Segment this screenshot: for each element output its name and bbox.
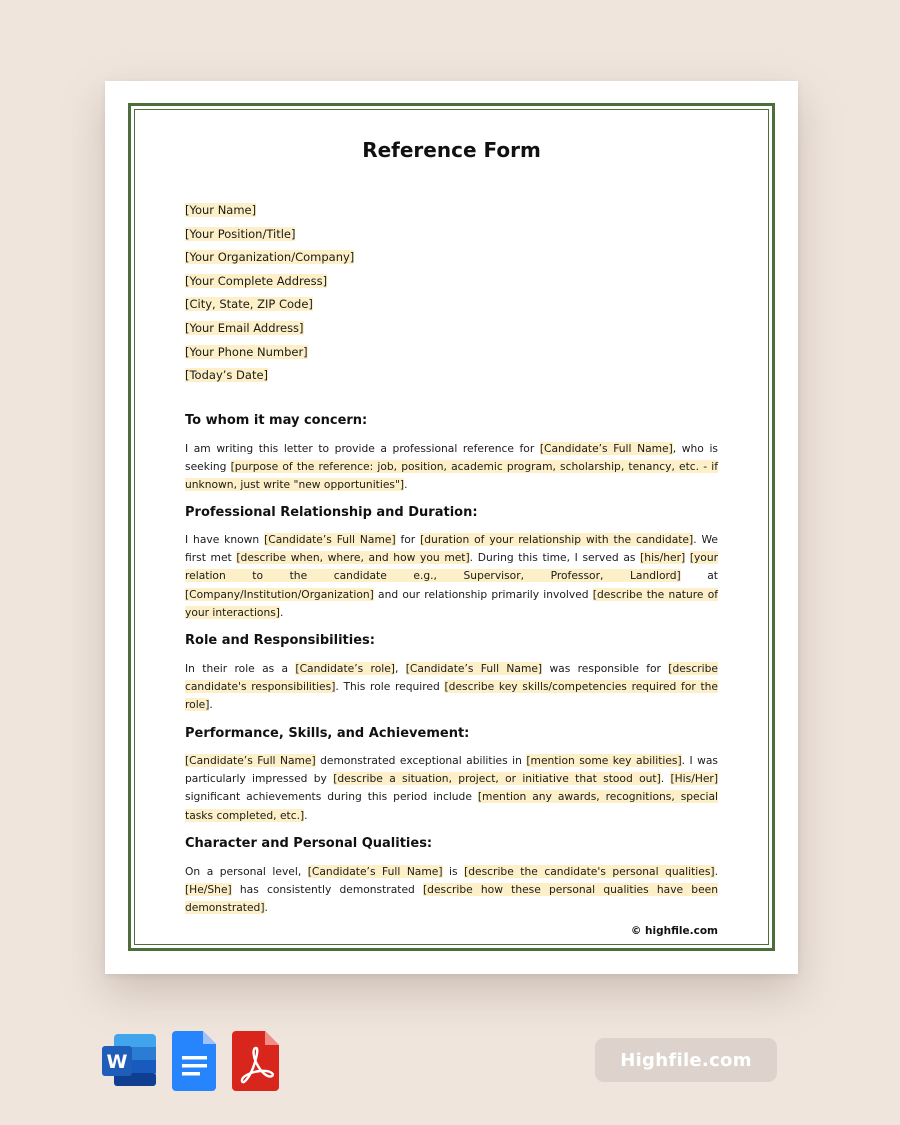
sender-line: [Your Position/Title] xyxy=(185,226,296,241)
intro-paragraph: I am writing this letter to provide a professional reference for [Candidate’s Full Name], who is seeking [purpose of the reference: job, position, academic program, scholarship, tenancy, etc. - if unknown, just write "new opportunities"]. xyxy=(185,442,718,492)
sender-line: [Your Name] xyxy=(185,203,257,217)
brand-badge[interactable]: Highfile.com xyxy=(595,1038,777,1082)
svg-text:W: W xyxy=(106,1051,128,1073)
salutation: To whom it may concern: xyxy=(185,413,368,428)
sender-line: [Your Organization/Company] xyxy=(185,250,355,265)
sender-block xyxy=(185,199,354,388)
sender-line: [City, State, ZIP Code] xyxy=(185,297,313,312)
sender-line: [Your Complete Address] xyxy=(185,273,328,288)
section-heading-performance: Performance, Skills, and Achievement: xyxy=(185,726,470,741)
sender-line: [Your Phone Number] xyxy=(185,344,308,359)
section-heading-relationship: Professional Relationship and Duration: xyxy=(185,505,478,520)
document-page xyxy=(105,81,798,974)
role-paragraph: In their role as a [Candidate’s role], [Candidate’s Full Name] was responsible for [describe candidate's responsibilities]. This role required [describe key skills/competencies required for the role]. xyxy=(185,662,718,712)
document-title: Reference Form xyxy=(362,138,541,162)
google-docs-icon[interactable] xyxy=(172,1030,218,1096)
copyright-note: © highfile.com xyxy=(630,925,718,937)
pdf-icon[interactable] xyxy=(232,1030,280,1096)
sender-line: [Today’s Date] xyxy=(185,368,269,383)
character-paragraph: On a personal level, [Candidate’s Full Name] is [describe the candidate's personal qualities]. [He/She] has consistently demonstrated [describe how these personal qualities have been demonstrated]. xyxy=(185,865,719,915)
sender-line: [Your Email Address] xyxy=(185,320,304,335)
relationship-paragraph: I have known [Candidate’s Full Name] for [duration of your relationship with the candidate]. We first met [describe when, where, and how you met]. During this time, I served as [his/her] [your relation to the candidate e.g., Supervisor, Professor, Landlord] at [Company/Institution/Organization] and our relationship primarily involved [describe the nature of your interactions]. xyxy=(185,533,719,619)
section-heading-character: Character and Personal Qualities: xyxy=(185,836,433,851)
performance-paragraph: [Candidate’s Full Name] demonstrated exceptional abilities in [mention some key abilities]. I was particularly impressed by [describe a situation, project, or initiative that stood out]. [His/Her] significant achievements during this period include [mention any awards, recognitions, special tasks completed, etc.]. xyxy=(185,754,719,822)
word-icon[interactable] xyxy=(100,1030,158,1094)
section-heading-role: Role and Responsibilities: xyxy=(185,633,375,648)
